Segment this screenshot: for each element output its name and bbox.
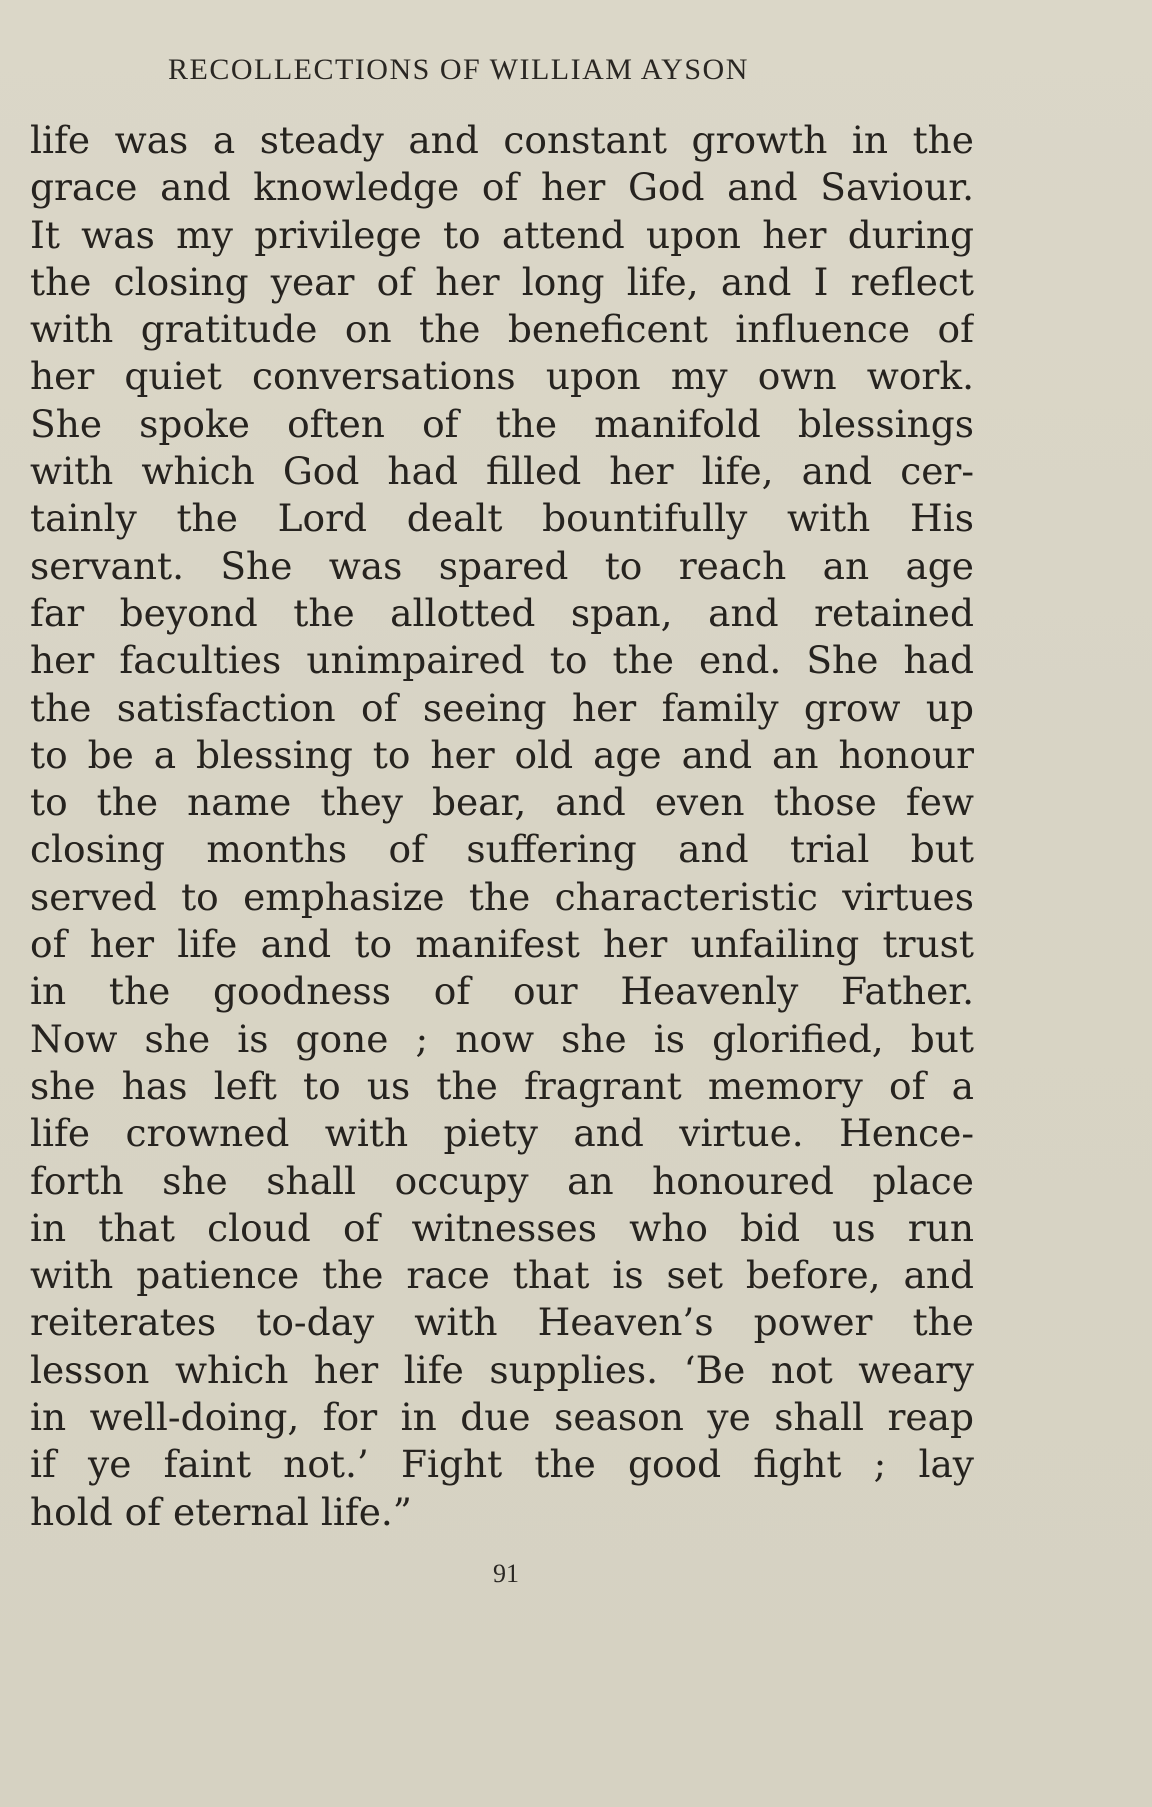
text-line-last: hold of eternal life.” <box>30 1489 412 1534</box>
text-line: the satisfaction of seeing her family grow up <box>30 685 974 730</box>
text-line: It was my privilege to attend upon her during <box>30 212 974 257</box>
text-line: servant. She was spared to reach an age <box>30 543 974 588</box>
text-line: life crowned with piety and virtue. Hence- <box>30 1111 974 1156</box>
text-line: lesson which her life supplies. ‘Be not weary <box>30 1347 974 1392</box>
text-line: in the goodness of our Heavenly Father. <box>30 969 974 1014</box>
text-line: Now she is gone ; now she is glorified, but <box>30 1016 974 1061</box>
text-line: far beyond the allotted span, and retained <box>30 590 974 635</box>
text-line: the closing year of her long life, and I reflect <box>30 259 974 304</box>
text-line: with patience the race that is set before, and <box>30 1253 974 1298</box>
text-line: with which God had filled her life, and cer- <box>30 449 974 494</box>
text-line: closing months of suffering and trial but <box>30 827 974 872</box>
text-line: if ye faint not.’ Fight the good fight ; lay <box>30 1442 974 1487</box>
text-line: life was a steady and constant growth in the <box>30 118 974 162</box>
text-line: grace and knowledge of her God and Saviour. <box>30 165 974 210</box>
text-line: of her life and to manifest her unfailing trust <box>30 922 974 967</box>
page-number: 91 <box>493 1559 519 1588</box>
body-text <box>30 117 974 1536</box>
text-line: She spoke often of the manifold blessings <box>30 401 974 446</box>
text-line: to the name they bear, and even those few <box>30 780 974 825</box>
text-line: forth she shall occupy an honoured place <box>30 1158 974 1203</box>
text-line: in well-doing, for in due season ye shall reap <box>30 1395 974 1440</box>
text-line: served to emphasize the characteristic virtues <box>30 874 974 919</box>
text-line: reiterates to-day with Heaven’s power the <box>30 1300 974 1345</box>
text-line: to be a blessing to her old age and an honour <box>30 732 974 777</box>
text-line: in that cloud of witnesses who bid us run <box>30 1205 974 1250</box>
text-line: with gratitude on the beneficent influence of <box>30 307 974 352</box>
running-head: RECOLLECTIONS OF WILLIAM AYSON <box>168 53 749 86</box>
text-line: she has left to us the fragrant memory of a <box>30 1063 974 1108</box>
text-line: her quiet conversations upon my own work. <box>30 354 974 399</box>
text-line: her faculties unimpaired to the end. She had <box>30 638 974 683</box>
text-line: tainly the Lord dealt bountifully with His <box>30 496 974 541</box>
